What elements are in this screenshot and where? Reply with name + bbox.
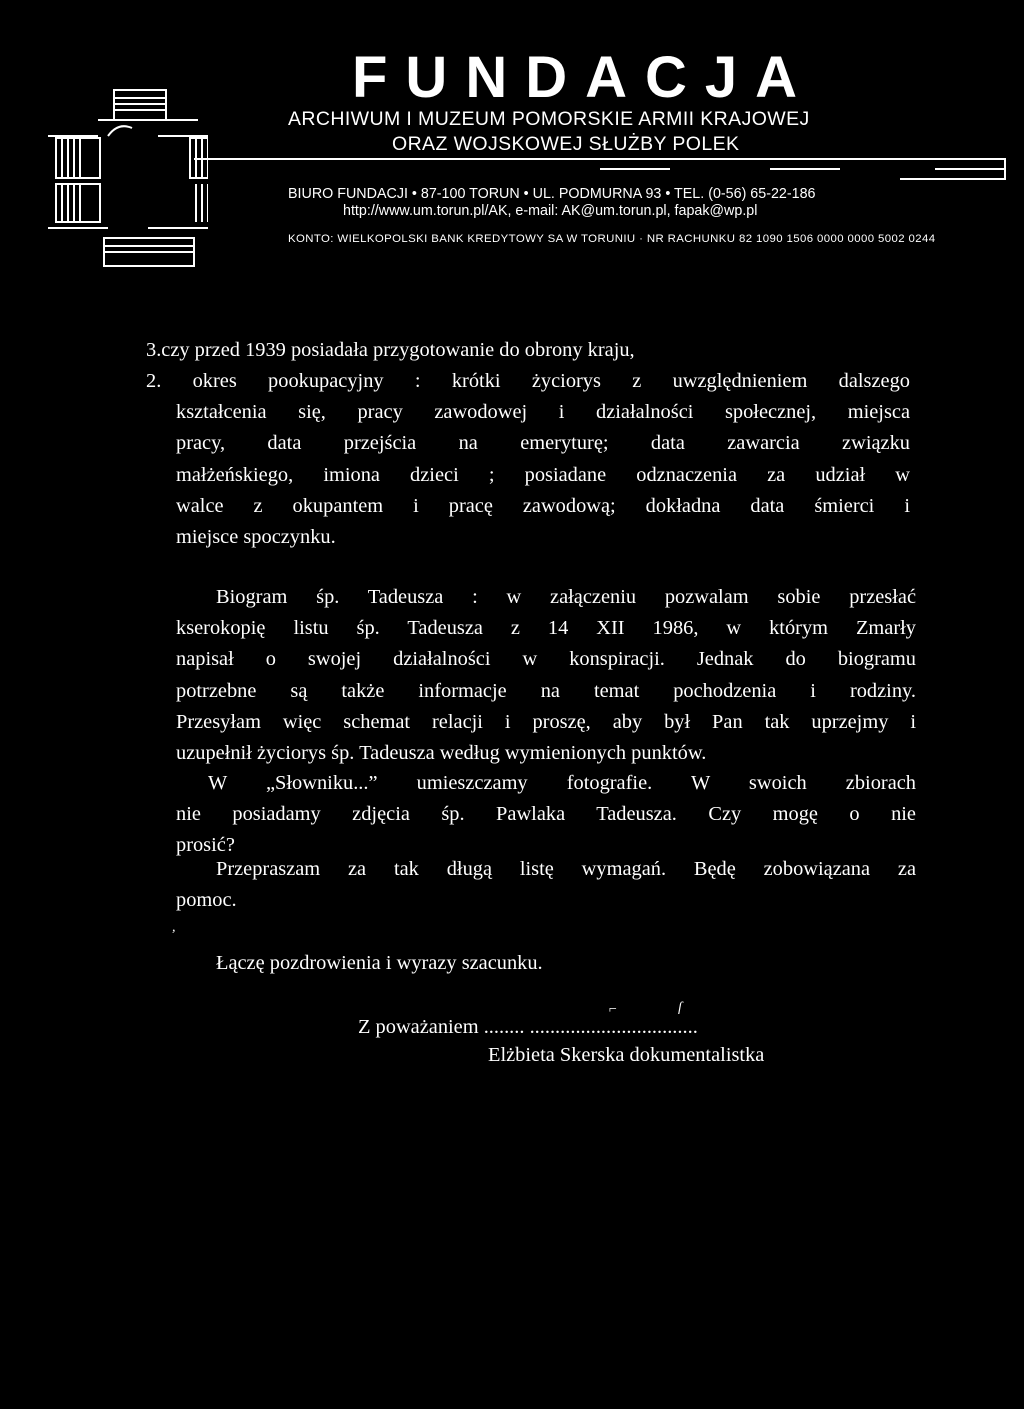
signature-stroke: ⌐ (608, 1002, 618, 1017)
bank-account: KONTO: WIELKOPOLSKI BANK KREDYTOWY SA W TORUNIU · NR RACHUNKU 82 1090 1506 0000 0000 5002 0244 (288, 233, 936, 245)
paragraph-line: potrzebne są także informacje na temat pochodzenia i rodziny. (176, 679, 916, 702)
paragraph-line: W „Słowniku...” umieszczamy fotografie. W swoich zbiorach (208, 772, 916, 794)
item-2-line: miejsce spoczynku. (176, 526, 336, 549)
item-3: 3.czy przed 1939 posiadała przygotowanie do obrony kraju, (146, 339, 635, 361)
item-2 (146, 366, 910, 553)
header-rule-corner (1004, 158, 1006, 180)
item-2-line: małżeńskiego, imiona dzieci ; posiadane odznaczenia za udział w (176, 463, 910, 486)
letterhead (0, 0, 1024, 300)
header-rule-dash (935, 168, 1005, 170)
greeting: Łączę pozdrowienia i wyrazy szacunku. (216, 952, 543, 974)
paragraph-biogram (176, 582, 916, 769)
header-rule-dash (900, 178, 1006, 180)
web-contact: http://www.um.torun.pl/AK, e-mail: AK@um.torun.pl, fapak@wp.pl (343, 203, 758, 219)
paragraph-apology (176, 854, 916, 916)
signature-name: Elżbieta Skerska dokumentalistka (488, 1044, 765, 1066)
foundation-emblem-icon (48, 88, 208, 268)
paragraph-line: prosić? (176, 834, 235, 857)
stray-mark: , (172, 920, 176, 935)
paragraph-line: Przesyłam więc schemat relacji i proszę, aby był Pan tak uprzejmy i (176, 710, 916, 733)
header-rule (194, 158, 1006, 160)
foundation-title: FUNDACJA (352, 45, 815, 110)
paragraph-line: pomoc. (176, 889, 237, 912)
foundation-subtitle-line2: ORAZ WOJSKOWEJ SŁUŻBY POLEK (392, 133, 740, 155)
item-2-line: pracy, data przejścia na emeryturę; data zawarcia związku (176, 432, 910, 455)
signature-stroke: ſ (678, 1000, 682, 1015)
closing: Z poważaniem ........ ................................. (358, 1016, 698, 1038)
item-2-line: 2. okres pookupacyjny : krótki życiorys z uwzględnieniem dalszego (146, 370, 910, 392)
office-address: BIURO FUNDACJI • 87-100 TORUN • UL. PODMURNA 93 • TEL. (0-56) 65-22-186 (288, 186, 816, 202)
paragraph-line: napisał o swojej działalności w konspiracji. Jednak do biogramu (176, 648, 916, 671)
paragraph-photos (176, 768, 916, 862)
paragraph-line: Biogram śp. Tadeusza : w załączeniu pozwalam sobie przesłać (216, 586, 916, 608)
paragraph-line: Przepraszam za tak długą listę wymagań. Będę zobowiązana za (216, 858, 916, 880)
item-2-line: walce z okupantem i pracę zawodową; dokładna data śmierci i (176, 494, 910, 517)
paragraph-line: kserokopię listu śp. Tadeusza z 14 XII 1986, w którym Zmarły (176, 617, 916, 640)
header-rule-dash (600, 168, 670, 170)
paragraph-line: uzupełnił życiorys śp. Tadeusza według wymienionych punktów. (176, 742, 707, 765)
item-2-line: kształcenia się, pracy zawodowej i działalności społecznej, miejsca (176, 401, 910, 424)
header-rule-dash (770, 168, 840, 170)
paragraph-line: nie posiadamy zdjęcia śp. Pawlaka Tadeusza. Czy mogę o nie (176, 803, 916, 826)
foundation-subtitle-line1: ARCHIWUM I MUZEUM POMORSKIE ARMII KRAJOWEJ (288, 108, 810, 130)
